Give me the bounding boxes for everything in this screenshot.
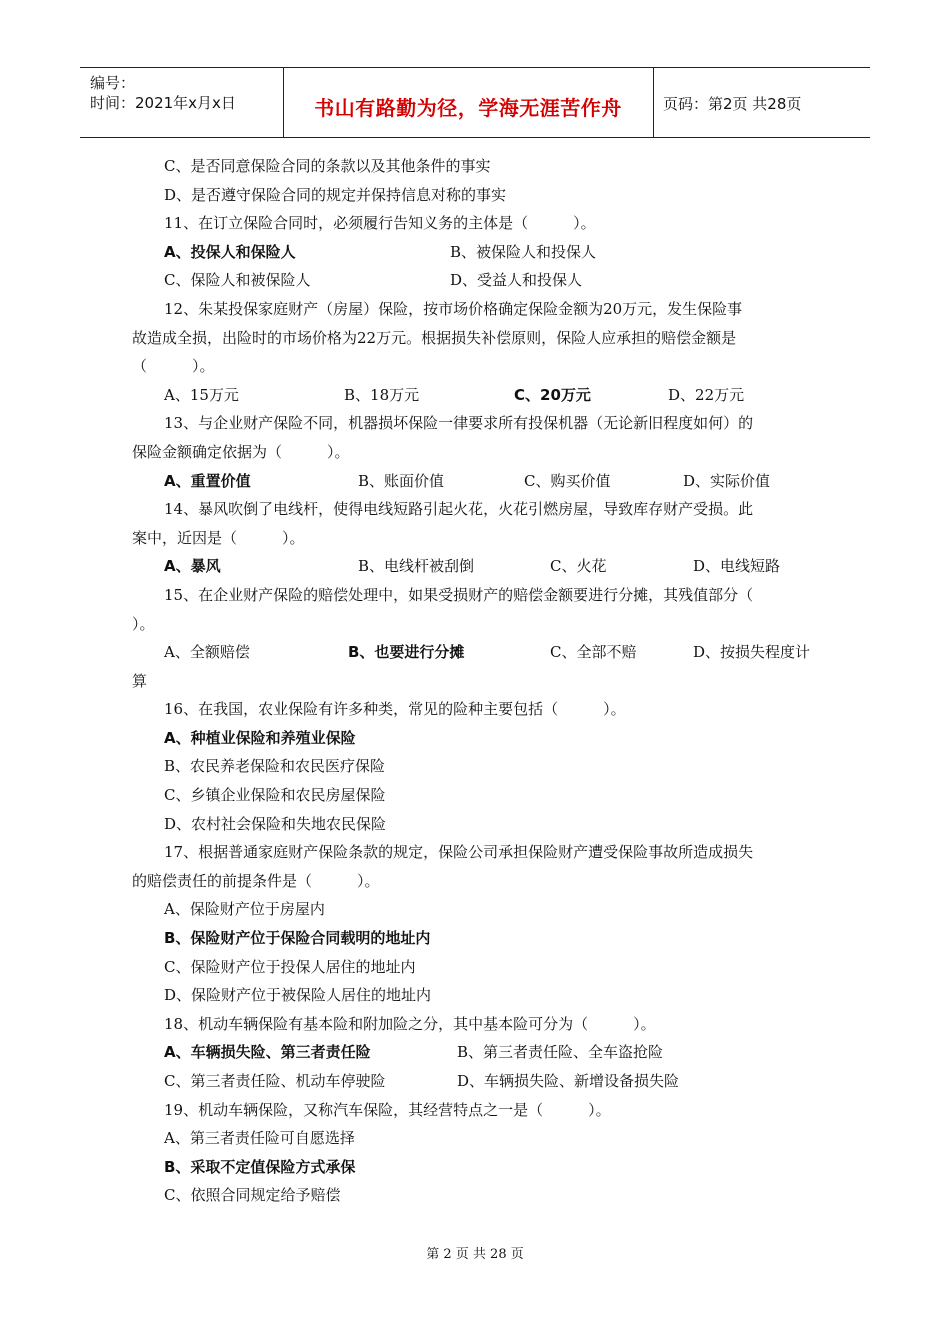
question-line: 18、机动车辆保险有基本险和附加险之分，其中基本险可分为（ ）。	[164, 1014, 656, 1033]
option: D、车辆损失险、新增设备损失险	[457, 1072, 680, 1090]
answer-option: B、采取不定值保险方式承保	[164, 1157, 356, 1176]
option: D、22万元	[668, 385, 745, 404]
option: B、被保险人和投保人	[450, 242, 597, 261]
option: C、全部不赔	[550, 643, 637, 662]
question-list	[132, 152, 822, 1210]
question-line: 的赔偿责任的前提条件是（ ）。	[132, 871, 380, 890]
answer-option: A、车辆损失险、第三者责任险	[164, 1043, 371, 1062]
question-line: 19、机动车辆保险，又称汽车保险，其经营特点之一是（ ）。	[164, 1100, 611, 1119]
option: C、保险人和被保险人	[164, 271, 311, 290]
option: A、全额赔偿	[164, 643, 250, 662]
option: C、购买价值	[524, 471, 611, 490]
question-line: 17、根据普通家庭财产保险条款的规定，保险公司承担保险财产遭受保险事故所造成损失	[164, 843, 754, 862]
date-label: 时间：2021年x月x日	[90, 94, 236, 112]
question-line: 13、与企业财产保险不同，机器损坏保险一律要求所有投保机器（无论新旧程度如何）的	[164, 414, 754, 433]
question-line: 12、朱某投保家庭财产（房屋）保险，按市场价格确定保险金额为20万元，发生保险事	[164, 299, 743, 318]
option: C、第三者责任险、机动车停驶险	[164, 1072, 386, 1090]
option-row	[132, 1067, 822, 1096]
answer-option: B、保险财产位于保险合同载明的地址内	[164, 929, 431, 948]
question-line: ）。	[132, 614, 155, 633]
header-page-cell	[653, 68, 870, 137]
option: B、第三者责任险、全车盗抢险	[457, 1043, 664, 1062]
option-row	[132, 381, 822, 410]
option: B、18万元	[344, 385, 420, 404]
option-row	[132, 266, 822, 295]
option-line: C、是否同意保险合同的条款以及其他条件的事实	[164, 157, 491, 175]
option-row	[132, 238, 822, 267]
option-line: D、农村社会保险和失地农民保险	[164, 814, 387, 833]
question-line: 15、在企业财产保险的赔偿处理中，如果受损财产的赔偿金额要进行分摊，其残值部分（	[164, 585, 754, 604]
question-line: 14、暴风吹倒了电线杆，使得电线短路引起火花，火花引燃房屋，导致库存财产受损。此	[164, 500, 754, 519]
question-line: 11、在订立保险合同时，必须履行告知义务的主体是（ ）。	[164, 214, 596, 233]
option-row	[132, 1038, 822, 1067]
option-line: D、是否遵守保险合同的规定并保持信息对称的事实	[164, 185, 507, 204]
option: D、受益人和投保人	[450, 271, 583, 290]
option-line: C、保险财产位于投保人居住的地址内	[164, 957, 416, 976]
answer-option: A、暴风	[164, 557, 221, 576]
option: B、电线杆被刮倒	[358, 557, 475, 576]
page-header	[80, 67, 870, 138]
option-line: C、依照合同规定给予赔偿	[164, 1186, 341, 1205]
option: D、电线短路	[693, 557, 781, 576]
option-line: A、保险财产位于房屋内	[164, 900, 325, 919]
option: D、实际价值	[683, 471, 771, 490]
question-line: 保险金额确定依据为（ ）。	[132, 442, 350, 461]
page-code: 页码：第2页 共28页	[663, 95, 802, 113]
option-row	[132, 467, 822, 496]
question-line: 16、在我国，农业保险有许多种类，常见的险种主要包括（ ）。	[164, 700, 626, 719]
option-line: B、农民养老保险和农民医疗保险	[164, 757, 386, 776]
question-line: （ ）。	[132, 357, 215, 376]
answer-option: A、重置价值	[164, 471, 251, 490]
option: A、15万元	[164, 385, 239, 404]
option: B、账面价值	[358, 471, 445, 490]
page-footer: 第 2 页 共 28 页	[426, 1247, 524, 1262]
option-line: D、保险财产位于被保险人居住的地址内	[164, 986, 432, 1005]
answer-option: A、投保人和保险人	[164, 242, 296, 261]
option-line: A、第三者责任险可自愿选择	[164, 1129, 355, 1148]
answer-option: A、种植业保险和养殖业保险	[164, 728, 356, 747]
number-label: 编号：	[90, 74, 136, 92]
option-row	[132, 552, 822, 581]
option: C、火花	[550, 557, 607, 576]
header-motto-cell	[283, 68, 654, 137]
option: D、按损失程度计	[693, 643, 811, 662]
option-line: C、乡镇企业保险和农民房屋保险	[164, 786, 386, 805]
question-line: 故造成全损，出险时的市场价格为22万元。根据损失补偿原则，保险人应承担的赔偿金额是	[132, 328, 737, 347]
question-line: 案中，近因是（ ）。	[132, 528, 305, 547]
answer-option: B、也要进行分摊	[348, 643, 465, 662]
option-row	[132, 638, 822, 667]
motto: 书山有路勤为径，学海无涯苦作舟	[314, 96, 622, 120]
question-line: 算	[132, 671, 148, 690]
answer-option: C、20万元	[514, 385, 591, 404]
header-info-cell	[80, 68, 284, 137]
